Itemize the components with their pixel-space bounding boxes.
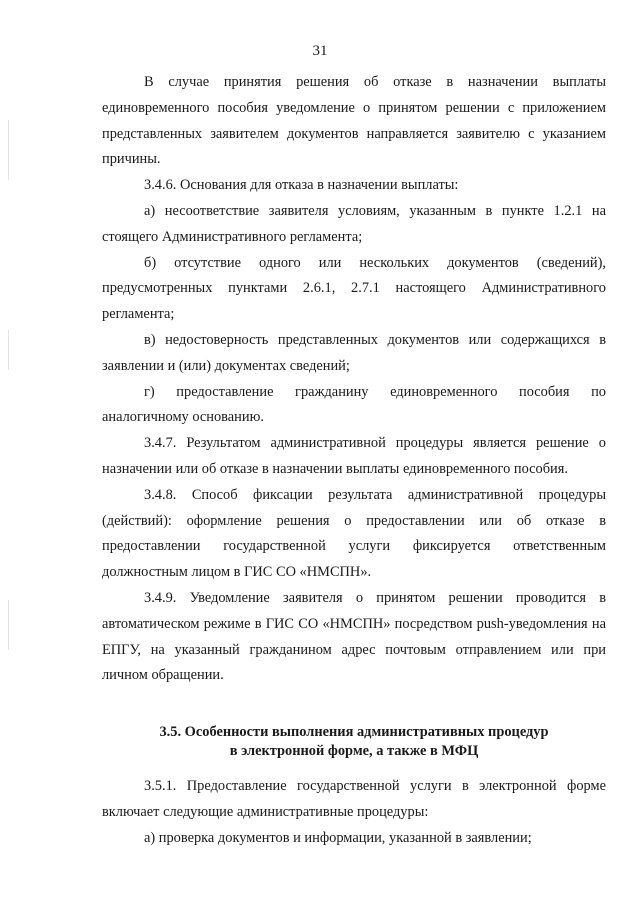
list-item: а) проверка документов и информации, указанной в заявлении;	[144, 829, 532, 846]
list-item: а) несоответствие заявителя условиям, указанным в пункте 1.2.1 на стоящего Административного регламента;	[102, 202, 606, 245]
list-item: б) отсутствие одного или нескольких документов (сведений), предусмотренных пунктами 2.6.1, 2.7.1 настоящего Административного регламента;	[102, 254, 606, 323]
paragraph: В случае принятия решения об отказе в назначении выплаты единовременного пособия уведомление о принятом решении с приложением представленных заявителем документов направляется заявителю с указанием причины.	[102, 74, 606, 168]
list-item: в) недостоверность представленных документов или содержащихся в заявлении и (или) документах сведений;	[102, 331, 606, 374]
paragraph: 3.5.1. Предоставление государственной услуги в электронной форме включает следующие административные процедуры:	[102, 778, 606, 820]
page-number: 31	[312, 43, 328, 59]
scan-artifact	[8, 600, 9, 650]
list-item: г) предоставление гражданину единовременного пособия по аналогичному основанию.	[102, 383, 606, 426]
paragraph: 3.4.6. Основания для отказа в назначении выплаты:	[144, 177, 459, 194]
section-heading-line: в электронной форме, а также в МФЦ	[229, 743, 479, 760]
paragraph: 3.4.8. Способ фиксации результата административной процедуры (действий): оформление решения о предоставлении или об отказе в предоставлении государственной услуги фиксируется ответственным должностным лицом в ГИС СО «НМСПН».	[102, 486, 606, 581]
paragraph: 3.4.7. Результатом административной процедуры является решение о назначении или об отказе в назначении выплаты единовременного пособия.	[102, 435, 606, 477]
paragraph: 3.4.9. Уведомление заявителя о принятом решении проводится в автоматическом режиме в ГИС СО «НМСПН» посредством push-уведомления на ЕПГУ, на указанный гражданином адрес почтовым отправлением или при личном обращении.	[102, 589, 606, 684]
section-heading	[102, 723, 606, 761]
scan-artifact	[8, 330, 9, 370]
scan-artifact	[8, 120, 9, 180]
section-heading-line: 3.5. Особенности выполнения административных процедур	[159, 724, 549, 741]
document-body	[102, 70, 606, 852]
